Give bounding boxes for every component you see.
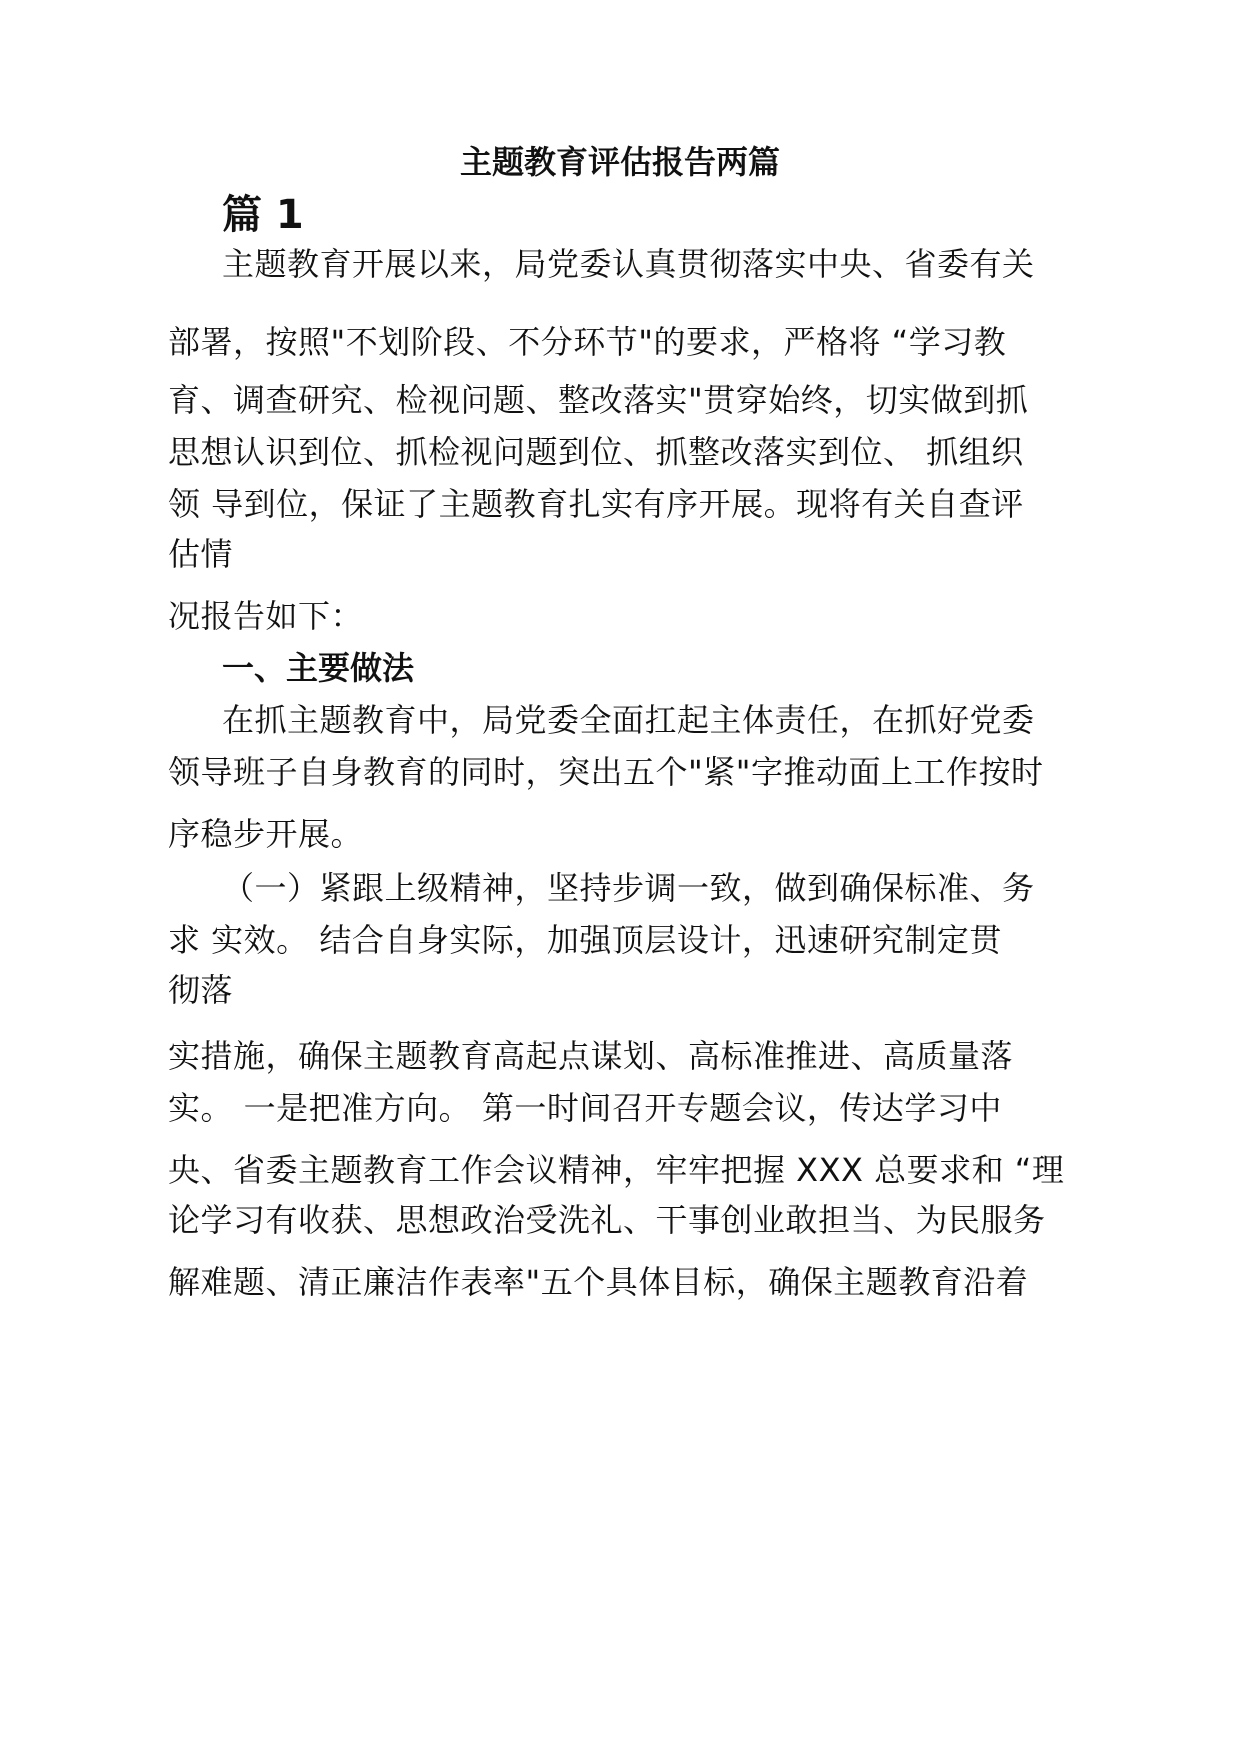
paragraph-line: 实。 一是把准方向。 第一时间召开专题会议，传达学习中 (168, 1089, 1002, 1127)
paragraph-line: 领导班子自身教育的同时，突出五个"紧"字推动面上工作按时 (168, 753, 1044, 791)
section-heading: 一、主要做法 (222, 649, 415, 687)
paragraph-line: 求 实效。 结合自身实际，加强顶层设计，迅速研究制定贯 (168, 921, 1002, 959)
paragraph-line: 彻落 (168, 971, 234, 1009)
chapter-label: 篇 1 (222, 192, 304, 238)
paragraph-line: 论学习有收获、思想政治受洗礼、干事创业敢担当、为民服务 (168, 1201, 1046, 1239)
paragraph-line: 部署，按照"不划阶段、不分环节"的要求，严格将 “学习教 (168, 323, 1007, 361)
paragraph-line: 实措施，确保主题教育高起点谋划、高标准推进、高质量落 (168, 1037, 1014, 1075)
paragraph-line: 育、调查研究、检视问题、整改落实"贯穿始终，切实做到抓 (168, 381, 1029, 419)
paragraph-line: 序稳步开展。 (168, 815, 364, 853)
paragraph-line: （一）紧跟上级精神，坚持步调一致，做到确保标准、务 (222, 869, 1035, 907)
paragraph-line: 估情 (168, 535, 234, 573)
paragraph-line: 解难题、清正廉洁作表率"五个具体目标，确保主题教育沿着 (168, 1263, 1029, 1301)
paragraph-line: 领 导到位，保证了主题教育扎实有序开展。现将有关自查评 (168, 485, 1024, 523)
paragraph-line: 主题教育开展以来，局党委认真贯彻落实中央、省委有关 (222, 245, 1035, 283)
paragraph-line: 况报告如下： (168, 597, 364, 635)
paragraph-line: 思想认识到位、抓检视问题到位、抓整改落实到位、 抓组织 (168, 433, 1024, 471)
paragraph-line: 央、省委主题教育工作会议精神，牢牢把握 XXX 总要求和 “理 (168, 1151, 1065, 1189)
document-title: 主题教育评估报告两篇 (459, 143, 780, 181)
paragraph-line: 在抓主题教育中，局党委全面扛起主体责任，在抓好党委 (222, 701, 1035, 739)
